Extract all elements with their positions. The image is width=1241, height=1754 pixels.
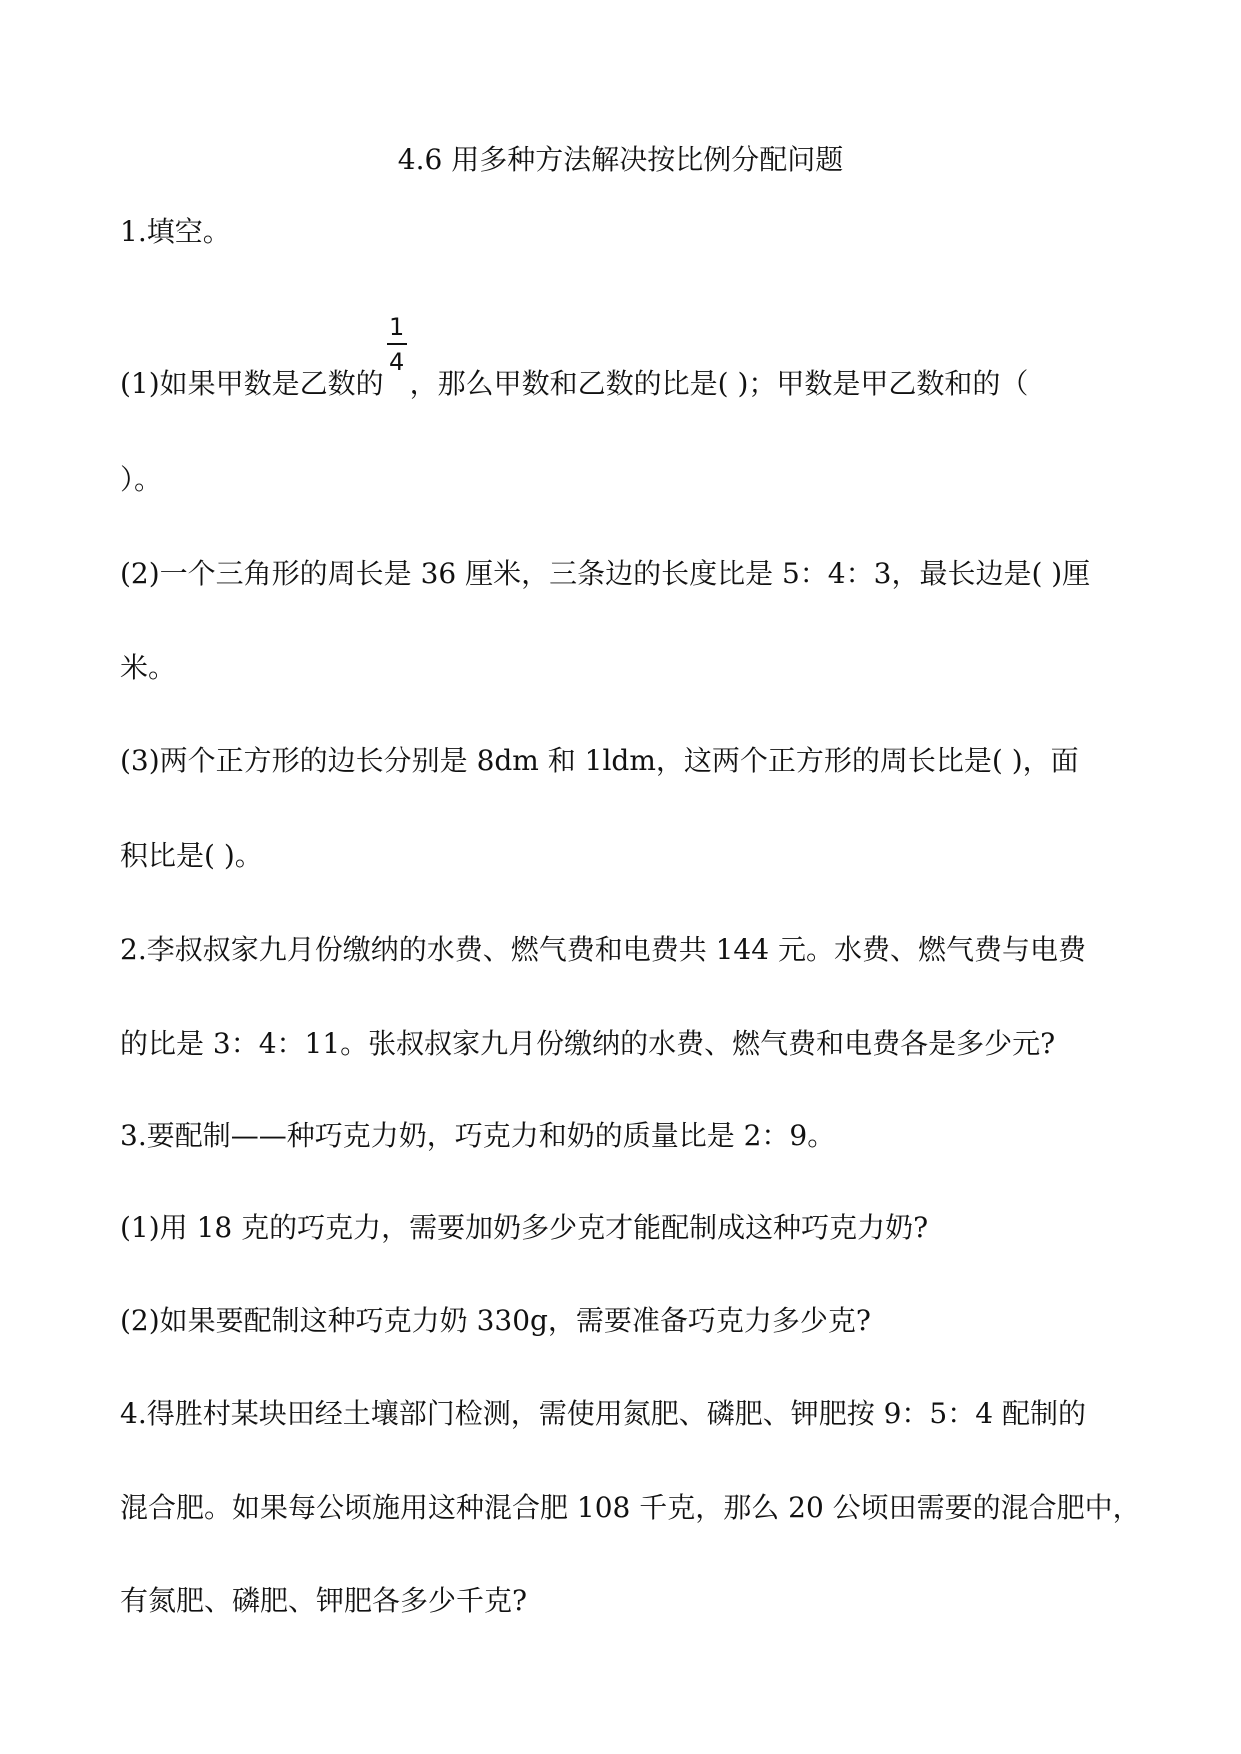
- page-title: 4.6 用多种方法解决按比例分配问题: [397, 143, 844, 176]
- question-1-part-2-line-2: 米。: [120, 651, 177, 684]
- question-4-line-1: 4.得胜村某块田经土壤部门检测，需使用氮肥、磷肥、钾肥按 9：5：4 配制的: [120, 1397, 1086, 1430]
- fraction-denominator: 4: [389, 348, 405, 376]
- question-3-part-2: (2)如果要配制这种巧克力奶 330g，需要准备巧克力多少克?: [120, 1304, 871, 1337]
- question-4-line-3: 有氮肥、磷肥、钾肥各多少千克?: [120, 1584, 528, 1617]
- fraction-numerator: 1: [389, 313, 405, 341]
- question-1-part-1-text-before: (1)如果甲数是乙数的: [120, 367, 384, 400]
- question-4-line-2: 混合肥。如果每公顷施用这种混合肥 108 千克，那么 20 公顷田需要的混合肥中，: [120, 1491, 1141, 1524]
- question-2-line-2: 的比是 3：4：11。张叔叔家九月份缴纳的水费、燃气费和电费各是多少元?: [120, 1027, 1056, 1060]
- question-3-part-1: (1)用 18 克的巧克力，需要加奶多少克才能配制成这种巧克力奶?: [120, 1211, 929, 1244]
- question-1-part-1: [120, 313, 1029, 402]
- question-3-line-1: 3.要配制——种巧克力奶，巧克力和奶的质量比是 2：9。: [120, 1119, 836, 1152]
- question-1-part-3-line-2: 积比是( )。: [120, 839, 263, 872]
- question-1-part-2-line-1: (2)一个三角形的周长是 36 厘米，三条边的长度比是 5：4：3，最长边是( )厘: [120, 557, 1091, 590]
- fraction-one-quarter: [386, 313, 408, 402]
- question-1-part-3-line-1: (3)两个正方形的边长分别是 8dm 和 1ldm，这两个正方形的周长比是( )，面: [120, 744, 1079, 777]
- question-1-part-1-text-after: ，那么甲数和乙数的比是( )；甲数是甲乙数和的（: [409, 367, 1029, 400]
- fraction-bar: [387, 343, 407, 345]
- question-2-line-1: 2.李叔叔家九月份缴纳的水费、燃气费和电费共 144 元。水费、燃气费与电费: [120, 933, 1086, 966]
- question-1-heading: 1.填空。: [120, 215, 231, 248]
- question-1-part-1-continuation: ）。: [120, 463, 163, 496]
